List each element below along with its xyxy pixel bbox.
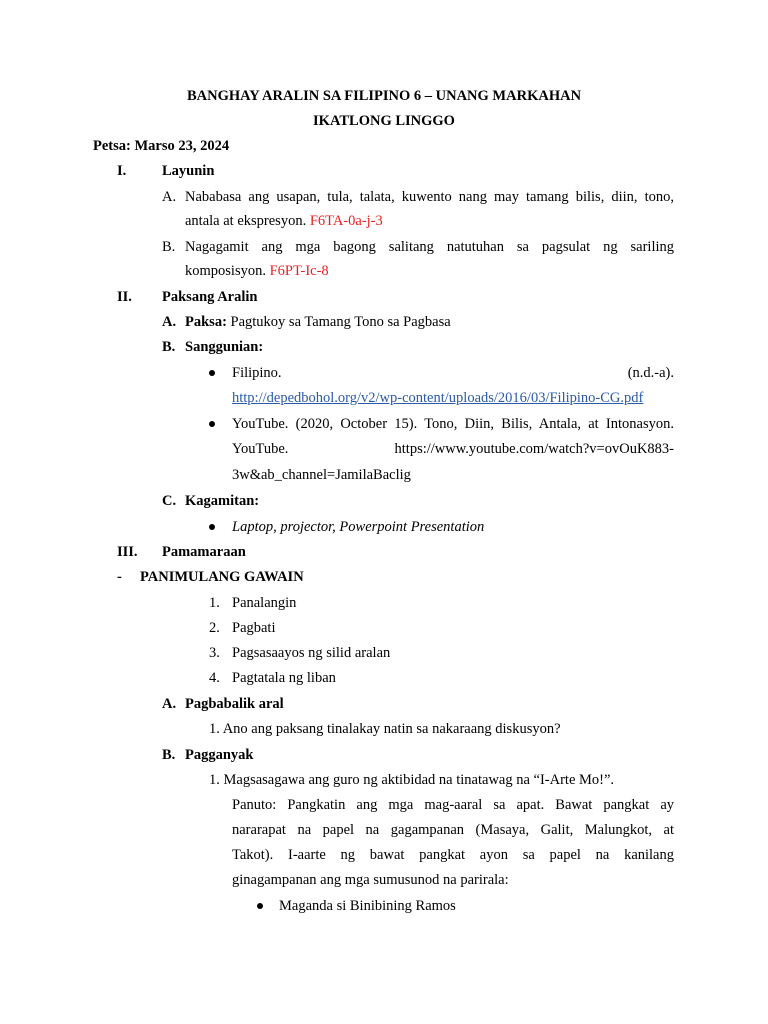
paksa-line: Paksa: Pagtukoy sa Tamang Tono sa Pagbasa bbox=[185, 314, 451, 330]
item-letter: A. bbox=[162, 189, 177, 205]
item-letter: B. bbox=[162, 239, 176, 255]
instructions-line1: Panuto: Pangkatin ang mga mag-aaral sa apat. Bawat pangkat ay bbox=[232, 797, 674, 813]
list-item-number: 4. bbox=[209, 670, 220, 686]
item-letter: B. bbox=[162, 339, 176, 355]
section-number: II. bbox=[117, 289, 132, 305]
section-heading-pamamaraan: Pamamaraan bbox=[162, 544, 246, 560]
document-title: BANGHAY ARALIN SA FILIPINO 6 – UNANG MARKAHAN bbox=[186, 88, 582, 104]
document-subtitle: IKATLONG LINGGO bbox=[313, 113, 455, 129]
sanggunian-label: Sanggunian: bbox=[185, 339, 264, 355]
objective-b-line2: komposisyon. F6PT-Ic-8 bbox=[185, 263, 329, 279]
date-line: Petsa: Marso 23, 2024 bbox=[93, 138, 230, 154]
pagganyak-heading: Pagganyak bbox=[185, 747, 254, 763]
item-letter: A. bbox=[162, 314, 177, 330]
competency-code: F6PT-Ic-8 bbox=[269, 263, 329, 279]
bullet-icon bbox=[209, 421, 215, 427]
list-item-number: 3. bbox=[209, 645, 220, 661]
list-item-number: 1. bbox=[209, 595, 220, 611]
activity-line: 1. Magsasagawa ang guro ng aktibidad na tinatawag na “I-Arte Mo!”. bbox=[209, 772, 615, 788]
reference-1-author: Filipino. bbox=[232, 365, 282, 381]
pagbabalik-aral-heading: Pagbabalik aral bbox=[185, 696, 284, 712]
section-heading-paksang-aralin: Paksang Aralin bbox=[162, 289, 258, 305]
section-number: I. bbox=[117, 163, 127, 179]
item-letter: B. bbox=[162, 747, 176, 763]
reference-2-source: YouTube. bbox=[232, 441, 289, 457]
list-item: Pagsasaayos ng silid aralan bbox=[232, 645, 391, 661]
list-item-number: 2. bbox=[209, 620, 220, 636]
dash-marker: - bbox=[117, 569, 122, 585]
materials-item: Laptop, projector, Powerpoint Presentation bbox=[232, 519, 485, 535]
list-item: Pagtatala ng liban bbox=[232, 670, 336, 686]
item-letter: C. bbox=[162, 493, 177, 509]
bullet-icon bbox=[257, 903, 263, 909]
reference-1-date: (n.d.-a). bbox=[627, 365, 674, 381]
reference-2-line1: YouTube. (2020, October 15). Tono, Diin, Bilis, Antala, at Intonasyon. bbox=[232, 416, 674, 432]
objective-b-line1: Nagagamit ang mga bagong salitang natutuhan sa pagsulat ng sariling bbox=[185, 239, 674, 255]
objective-a-line1: Nababasa ang usapan, tula, talata, kuwento nang may tamang bilis, diin, tono, bbox=[185, 189, 674, 205]
reference-1-link[interactable]: http://depedbohol.org/v2/wp-content/uploads/2016/03/Filipino-CG.pdf bbox=[232, 390, 644, 406]
section-number: III. bbox=[117, 544, 138, 560]
review-question: 1. Ano ang paksang tinalakay natin sa nakaraang diskusyon? bbox=[209, 721, 561, 737]
instructions-line2: nararapat na papel na gagampanan (Masaya, Galit, Malungkot, at bbox=[232, 822, 674, 838]
objective-a-line2: antala at ekspresyon. F6TA-0a-j-3 bbox=[185, 213, 383, 229]
item-letter: A. bbox=[162, 696, 177, 712]
reference-2-url: https://www.youtube.com/watch?v=ovOuK883- bbox=[394, 441, 674, 457]
instructions-line4: ginagampanan ang mga sumusunod na parirala: bbox=[232, 872, 509, 888]
bullet-icon bbox=[209, 370, 215, 376]
section-heading-layunin: Layunin bbox=[162, 163, 215, 179]
reference-2-url-cont: 3w&ab_channel=JamilaBaclig bbox=[232, 467, 411, 483]
list-item: Panalangin bbox=[232, 595, 297, 611]
phrase-item: Maganda si Binibining Ramos bbox=[279, 898, 456, 914]
panimulang-gawain-heading: PANIMULANG GAWAIN bbox=[140, 569, 304, 585]
list-item: Pagbati bbox=[232, 620, 276, 636]
instructions-line3: Takot). I-aarte ng bawat pangkat ayon sa papel na kanilang bbox=[232, 847, 674, 863]
bullet-icon bbox=[209, 524, 215, 530]
competency-code: F6TA-0a-j-3 bbox=[309, 213, 383, 229]
kagamitan-label: Kagamitan: bbox=[185, 493, 260, 509]
